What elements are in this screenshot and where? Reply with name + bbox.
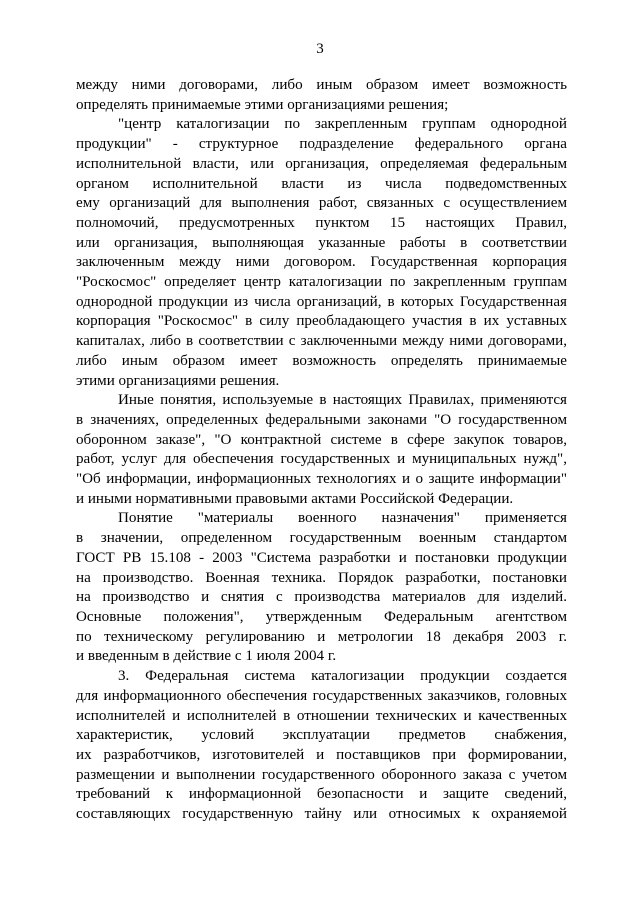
text-line: "Об информации, информационных технологиях и о защите информации" [76, 471, 567, 488]
text-line: оборонном заказе", "О контрактной системе в сфере закупок товаров, [76, 431, 567, 448]
page-number: 3 [316, 41, 324, 57]
text-line: на производство. Военная техника. Порядок разработки, постановки [76, 569, 567, 586]
paragraph [76, 509, 567, 667]
text-line: и введенным в действие с 1 июля 2004 г. [76, 648, 337, 665]
text-line: органом исполнительной власти из числа подведомственных [76, 175, 567, 192]
text-line: составляющих государственную тайну или относимых к охраняемой [76, 806, 567, 823]
text-line: Понятие "материалы военного назначения" применяется [118, 510, 567, 527]
text-line: 3. Федеральная система каталогизации продукции создается [118, 668, 567, 685]
text-line: полномочий, предусмотренных пунктом 15 настоящих Правил, [76, 214, 567, 231]
text-line: характеристик, условий эксплуатации предметов снабжения, [76, 727, 567, 744]
text-line: на производство и снятия с производства материалов для изделий. [76, 589, 567, 606]
text-line: работ, услуг для обеспечения государственных и муниципальных нужд", [76, 451, 567, 468]
text-line: размещении и выполнении государственного оборонного заказа с учетом [76, 766, 567, 783]
text-line: в значениях, определенных федеральными законами "О государственном [76, 411, 567, 428]
text-line: Иные понятия, используемые в настоящих Правилах, применяются [118, 392, 567, 409]
document-body [76, 76, 567, 825]
text-line: ему организаций для выполнения работ, связанных с осуществлением [76, 195, 567, 212]
text-line: "Роскосмос" определяет центр каталогизации по закрепленным группам [76, 274, 567, 291]
text-line: однородной продукции из числа организаций, в которых Государственная [76, 293, 567, 310]
paragraph [76, 76, 567, 115]
text-line: и иными нормативными правовыми актами Российской Федерации. [76, 490, 514, 507]
text-line: требований к информационной безопасности и защите сведений, [76, 786, 567, 803]
paragraph [76, 115, 567, 391]
text-line: в значении, определенном государственным военным стандартом [76, 530, 567, 547]
text-line: либо иным образом имеет возможность определять принимаемые [76, 352, 567, 369]
text-line: корпорация "Роскосмос" в силу преобладающего участия в их уставных [76, 313, 567, 330]
text-line: Основные положения", утвержденным Федеральным агентством [76, 608, 567, 625]
text-line: заключенным между ними договором. Государственная корпорация [76, 254, 567, 271]
text-line: их разработчиков, изготовителей и поставщиков при формировании, [76, 746, 567, 763]
text-line: для информационного обеспечения государственных заказчиков, головных [76, 687, 567, 704]
text-line: капиталах, либо в соответствии с заключенными между ними договорами, [76, 333, 567, 350]
text-line: или организация, выполняющая указанные работы в соответствии [76, 234, 567, 251]
text-line: определять принимаемые этими организациями решения; [76, 96, 449, 113]
text-line: исполнителей и исполнителей в отношении технических и качественных [76, 707, 567, 724]
text-line: исполнительной власти, или организация, определяемая федеральным [76, 155, 567, 172]
paragraph [76, 391, 567, 509]
text-line: "центр каталогизации по закрепленным группам однородной [118, 116, 567, 133]
paragraph [76, 667, 567, 825]
text-line: ГОСТ РВ 15.108 - 2003 "Система разработки и постановки продукции [76, 549, 567, 566]
text-line: продукции" - структурное подразделение федерального органа [76, 136, 567, 153]
text-line: между ними договорами, либо иным образом имеет возможность [76, 77, 567, 93]
text-line: по техническому регулированию и метрологии 18 декабря 2003 г. [76, 628, 567, 645]
text-line: этими организациями решения. [76, 372, 280, 389]
